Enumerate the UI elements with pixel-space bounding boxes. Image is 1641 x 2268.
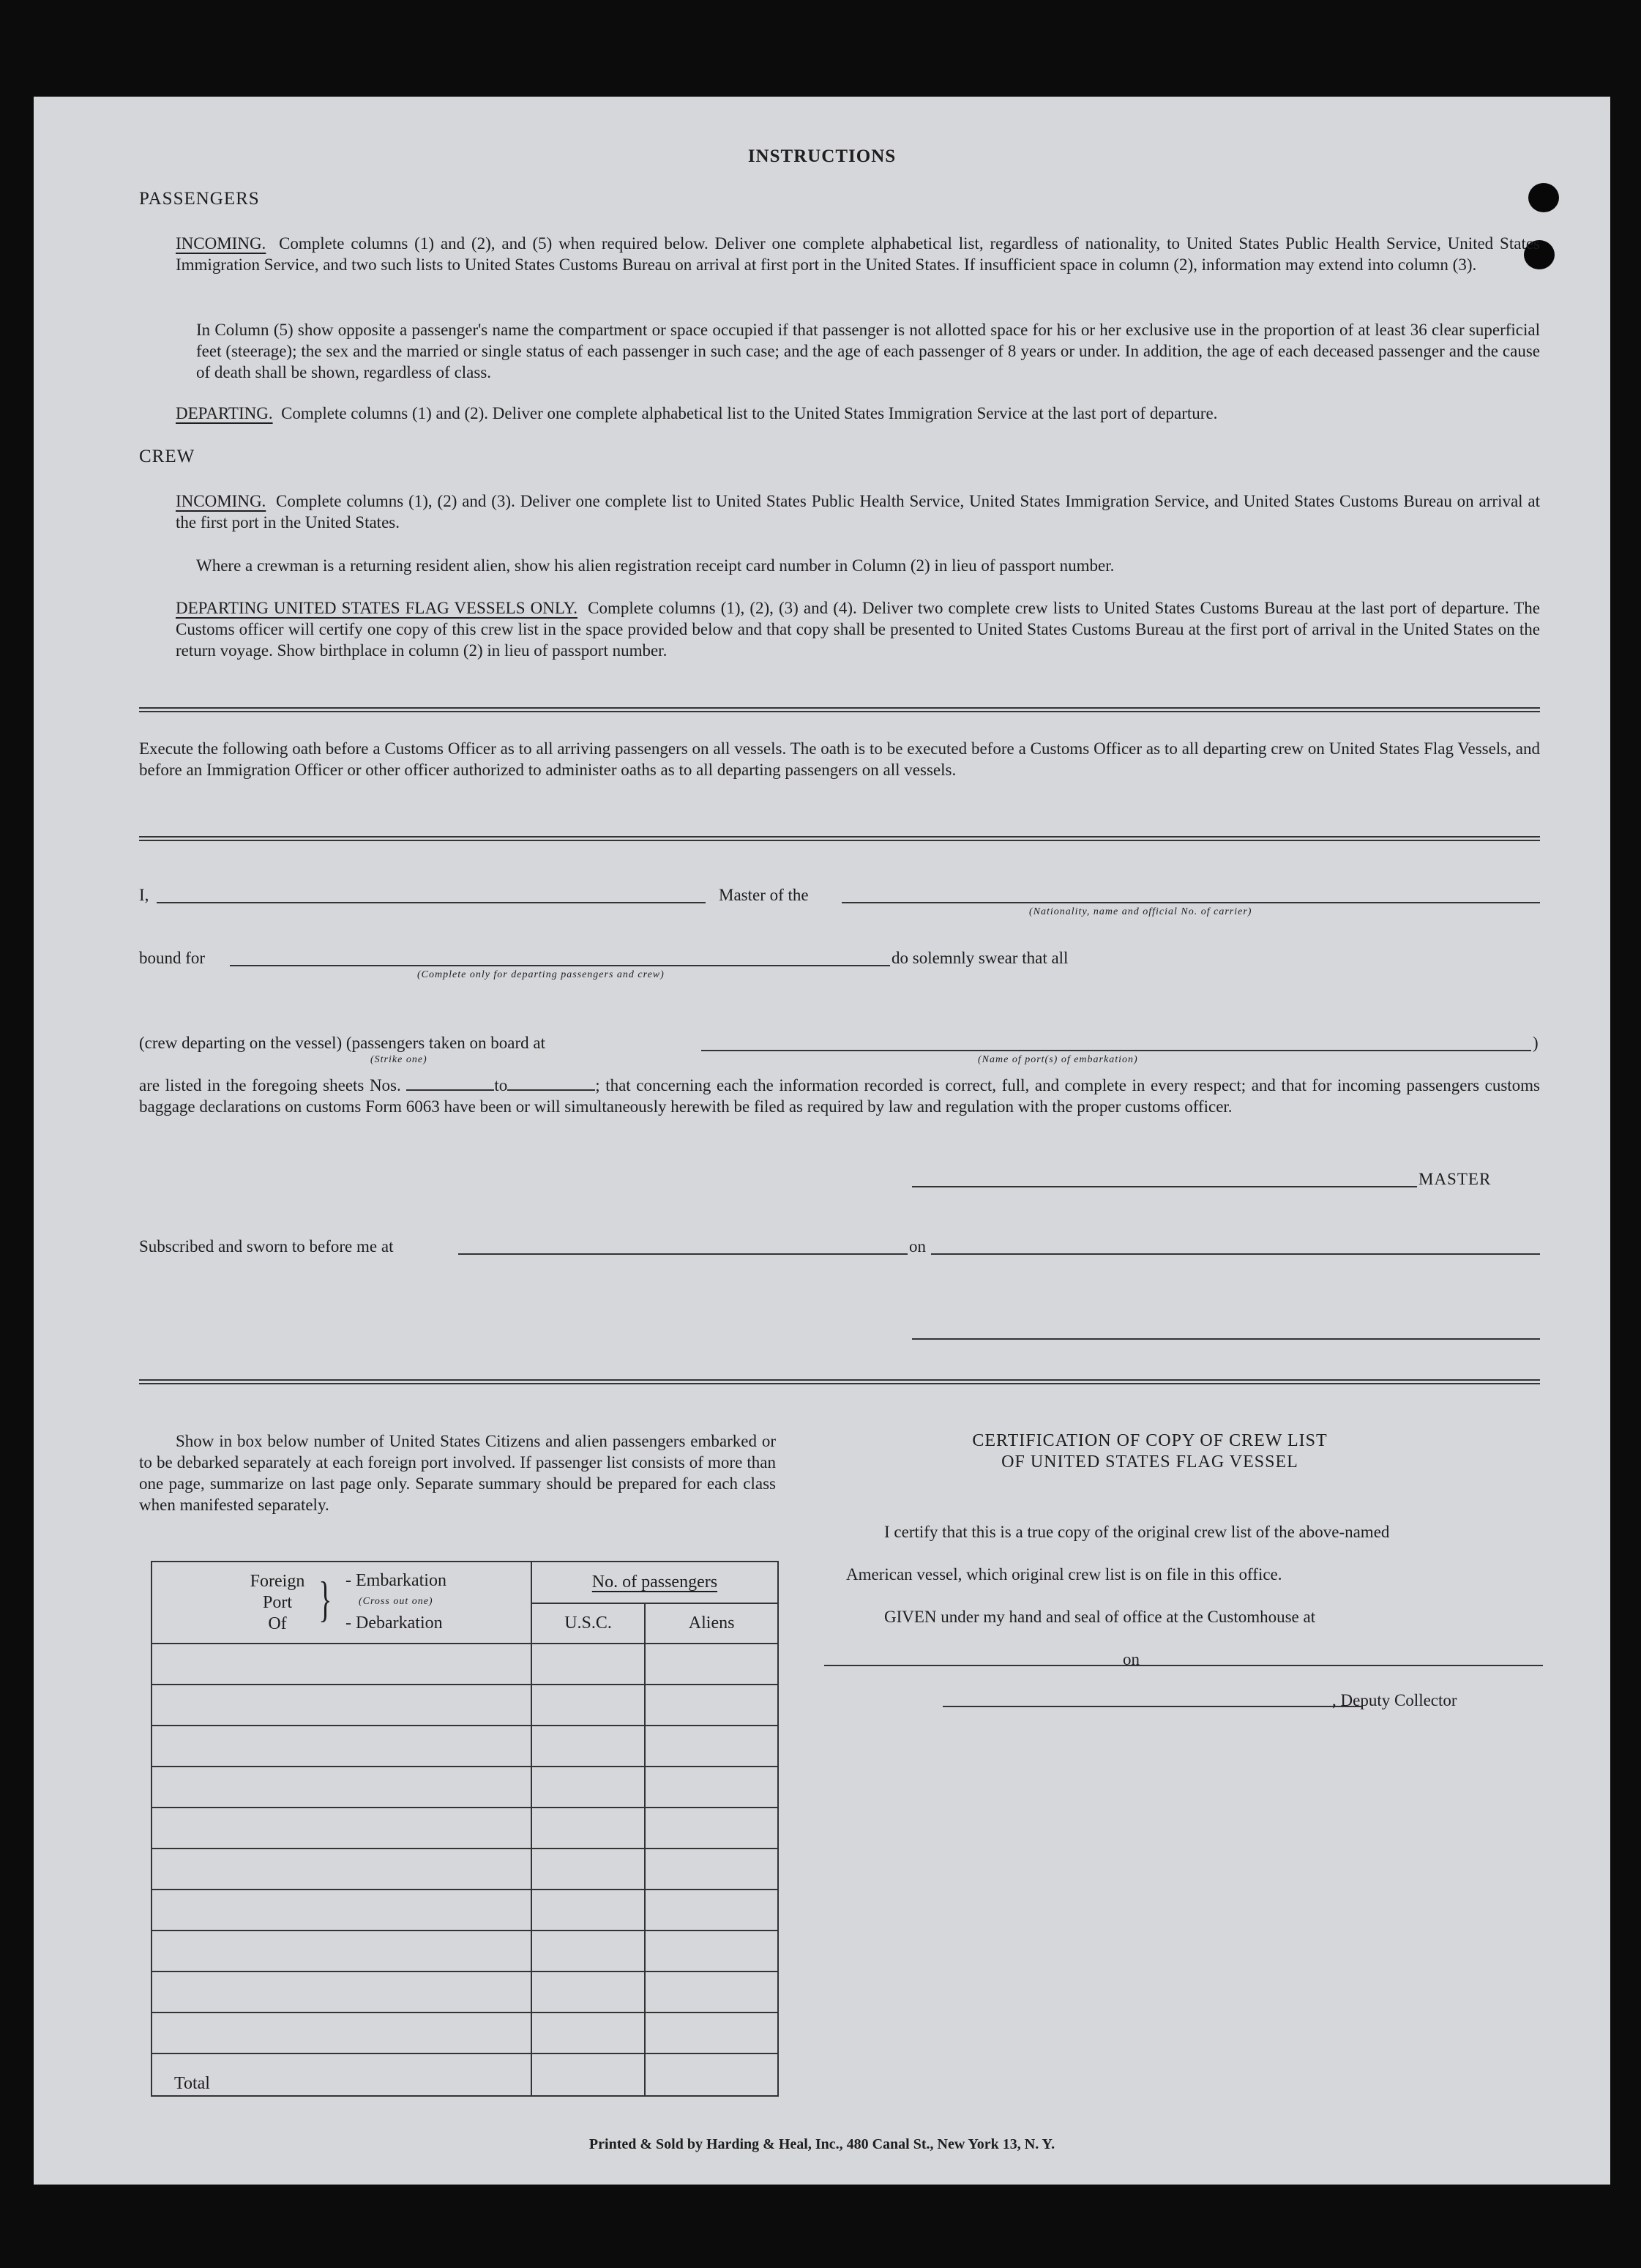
deputy-collector-label: , Deputy Collector	[1332, 1691, 1457, 1709]
aliens-cell[interactable]	[645, 1685, 778, 1726]
passengers-departing-paragraph	[176, 403, 1540, 424]
officer-signature-line[interactable]	[912, 1338, 1540, 1340]
port-cell[interactable]	[152, 1972, 531, 2013]
certification-on-label: on	[1123, 1650, 1140, 1668]
usc-cell[interactable]	[531, 1849, 645, 1890]
aliens-cell[interactable]	[645, 1972, 778, 2013]
master-name-line[interactable]	[157, 902, 706, 903]
deputy-signature-line[interactable]	[943, 1706, 1363, 1707]
crew-departing-paragraph	[176, 597, 1540, 661]
close-paren: )	[1533, 1034, 1539, 1052]
given-text: GIVEN under my hand and seal of office at the Customhouse at	[884, 1608, 1316, 1626]
of-label: Of	[268, 1614, 287, 1633]
table-row	[152, 1808, 778, 1849]
usc-cell[interactable]	[531, 1808, 645, 1849]
subscribed-label: Subscribed and sworn to before me at	[139, 1237, 394, 1256]
passengers-departing-text: Complete columns (1) and (2). Deliver one complete alphabetical list to the United States Immigration Service at the last port of departure.	[281, 404, 1218, 422]
total-row	[152, 2053, 778, 2096]
oath-intro: Execute the following oath before a Customs Officer as to all arriving passengers on all vessels. The oath is to be executed before a Customs Officer as to all departing crew on United States Flag Vessels, and before an Immigration Officer or other officer authorized to administer oaths as to all departing passengers on all vessels.	[139, 739, 1540, 779]
divider-3	[139, 1379, 1540, 1384]
crew-departing-label: DEPARTING UNITED STATES FLAG VESSELS ONLY.	[176, 599, 577, 617]
master-label: MASTER	[1418, 1170, 1492, 1188]
usc-header: U.S.C.	[531, 1603, 645, 1644]
sworn-place-line[interactable]	[458, 1253, 908, 1255]
passengers-incoming-text: Complete columns (1) and (2), and (5) when required below. Deliver one complete alphabetical list, regardless of nationality, to United States Public Health Service, United States Immigration Service, and two such lists to United States Customs Bureau on arrival at first port in the United States. If insufficient space in column (2), information may extend into column (3).	[176, 234, 1540, 274]
usc-cell[interactable]	[531, 1767, 645, 1808]
listed-rest: that for incoming passengers customs baggage declarations on customs Form 6063 have been or will simultaneously herewith be filed as required by law and regulation with the proper customs officer.	[139, 1076, 1540, 1116]
certification-title	[897, 1430, 1402, 1473]
vessel-line[interactable]	[842, 902, 1540, 903]
usc-cell[interactable]	[531, 1685, 645, 1726]
usc-cell[interactable]	[531, 1931, 645, 1972]
debarkation-label: - Debarkation	[345, 1614, 443, 1633]
aliens-cell[interactable]	[645, 1808, 778, 1849]
crew-incoming-paragraph	[176, 490, 1540, 533]
strike-one-caption: (Strike one)	[370, 1054, 427, 1065]
certify-line2: American vessel, which original crew list is on file in this office.	[846, 1565, 1282, 1584]
port-cell[interactable]	[152, 2013, 531, 2053]
table-row	[152, 1931, 778, 1972]
table-row	[152, 2013, 778, 2053]
usc-total-cell[interactable]	[531, 2053, 645, 2096]
table-row	[152, 1890, 778, 1931]
aliens-cell[interactable]	[645, 1726, 778, 1767]
bound-for-label: bound for	[139, 949, 206, 967]
port-cell[interactable]	[152, 1931, 531, 1972]
aliens-total-cell[interactable]	[645, 2053, 778, 2096]
port-label: Port	[262, 1593, 292, 1612]
instructions-title: INSTRUCTIONS	[747, 146, 897, 166]
port-cell[interactable]	[152, 1890, 531, 1931]
aliens-cell[interactable]	[645, 1931, 778, 1972]
table-row	[152, 1644, 778, 1685]
no-of-passengers-header: No. of passengers	[531, 1562, 778, 1603]
master-signature-line[interactable]	[912, 1186, 1417, 1187]
complete-only-caption: (Complete only for departing passengers and crew)	[417, 969, 665, 980]
sheet-from-field[interactable]	[406, 1089, 494, 1091]
port-header-cell	[152, 1562, 531, 1644]
divider-1	[139, 707, 1540, 712]
port-cell[interactable]	[152, 1685, 531, 1726]
ports-caption: (Name of port(s) of embarkation)	[978, 1054, 1138, 1065]
divider-2	[139, 836, 1540, 841]
port-cell[interactable]	[152, 1644, 531, 1685]
passengers-heading: PASSENGERS	[139, 189, 260, 209]
port-cell[interactable]	[152, 1808, 531, 1849]
crew-departing-text: Complete columns (1), (2), (3) and (4). Deliver two complete crew lists to United States Customs Bureau at the last port of departure. The Customs officer will certify one copy of this crew list in the space provided below and that copy shall be presented to United States Customs Bureau at the first port of arrival in the United States on the return voyage. Show birthplace in column (2) in lieu of passport number.	[176, 599, 1540, 660]
crew-heading: CREW	[139, 447, 195, 466]
aliens-cell[interactable]	[645, 1767, 778, 1808]
total-label: Total	[152, 2053, 531, 2096]
solemnly-swear-text: do solemnly swear that all	[891, 949, 1069, 967]
passenger-summary-table	[151, 1561, 779, 2097]
oath-i-label: I,	[139, 886, 149, 904]
master-of-the-label: Master of the	[719, 886, 809, 904]
sheet-to-field[interactable]	[507, 1089, 595, 1091]
usc-cell[interactable]	[531, 1726, 645, 1767]
aliens-header: Aliens	[645, 1603, 778, 1644]
crew-departing-text-oath: (crew departing on the vessel) (passengers taken on board at	[139, 1034, 545, 1052]
summary-instructions	[139, 1430, 776, 1515]
table-row	[152, 1767, 778, 1808]
usc-cell[interactable]	[531, 2013, 645, 2053]
nationality-caption: (Nationality, name and official No. of carrier)	[1029, 906, 1252, 917]
listed-to: to	[494, 1076, 508, 1094]
certification-title-line1: CERTIFICATION OF COPY OF CREW LIST	[972, 1431, 1328, 1450]
listed-paragraph	[139, 1075, 1540, 1117]
listed-prefix: are listed in the foregoing sheets Nos.	[139, 1076, 401, 1094]
usc-cell[interactable]	[531, 1890, 645, 1931]
punch-hole-1	[1528, 183, 1559, 212]
table-row	[152, 1972, 778, 2013]
certification-title-line2: OF UNITED STATES FLAG VESSEL	[1001, 1452, 1298, 1471]
crewman-paragraph: Where a crewman is a returning resident alien, show his alien registration receipt card number in Column (2) in lieu of passport number.	[196, 556, 1115, 575]
table-row	[152, 1726, 778, 1767]
column5-paragraph: In Column (5) show opposite a passenger's name the compartment or space occupied if that passenger is not allotted space for his or her exclusive use in the proportion of at least 36 clear superficial feet (steerage); the sex and the married or single status of each passenger in such case; and the age of each passenger of 8 years or under. In addition, the age of each deceased passenger and the cause of death shall be shown, regardless of class.	[196, 321, 1540, 381]
passengers-departing-label: DEPARTING.	[176, 404, 273, 422]
printer-footer: Printed & Sold by Harding & Heal, Inc., 480 Canal St., New York 13, N. Y.	[588, 2136, 1055, 2152]
certification-date-line[interactable]	[1143, 1665, 1543, 1666]
foreign-label: Foreign	[250, 1572, 305, 1591]
form-sheet	[34, 97, 1610, 2185]
usc-cell[interactable]	[531, 1644, 645, 1685]
port-cell[interactable]	[152, 1767, 531, 1808]
usc-cell[interactable]	[531, 1972, 645, 2013]
embarkation-port-line[interactable]	[701, 1050, 1531, 1051]
cross-out-caption: (Cross out one)	[359, 1596, 433, 1607]
aliens-cell[interactable]	[645, 1849, 778, 1890]
sworn-date-line[interactable]	[931, 1253, 1540, 1255]
certify-line1: I certify that this is a true copy of the original crew list of the above-named	[884, 1523, 1390, 1541]
summary-instructions-text: Show in box below number of United States Citizens and alien passengers embarked or to be debarked separately at each foreign port involved. If passenger list consists of more than one page, summarize on last page only. Separate summary should be prepared for each class when manifested separately.	[139, 1432, 776, 1514]
brace-icon: }	[318, 1571, 332, 1627]
crew-incoming-label: INCOMING.	[176, 492, 266, 510]
port-cell[interactable]	[152, 1849, 531, 1890]
aliens-cell[interactable]	[645, 1644, 778, 1685]
listed-first-line-rest: ; that concerning each the information recorded is correct, full, and complete in every respect; and	[595, 1076, 1276, 1094]
port-cell[interactable]	[152, 1726, 531, 1767]
embarkation-label: - Embarkation	[345, 1571, 446, 1590]
passengers-incoming-paragraph	[176, 233, 1540, 275]
table-row	[152, 1685, 778, 1726]
customhouse-line[interactable]	[824, 1665, 1158, 1666]
bound-for-line[interactable]	[230, 965, 890, 966]
sworn-on-label: on	[909, 1237, 926, 1256]
aliens-cell[interactable]	[645, 1890, 778, 1931]
table-row	[152, 1849, 778, 1890]
aliens-cell[interactable]	[645, 2013, 778, 2053]
crew-incoming-text: Complete columns (1), (2) and (3). Deliver one complete list to United States Public Health Service, United States Immigration Service, and United States Customs Bureau on arrival at the first port in the United States.	[176, 492, 1541, 531]
passengers-incoming-label: INCOMING.	[176, 234, 266, 253]
